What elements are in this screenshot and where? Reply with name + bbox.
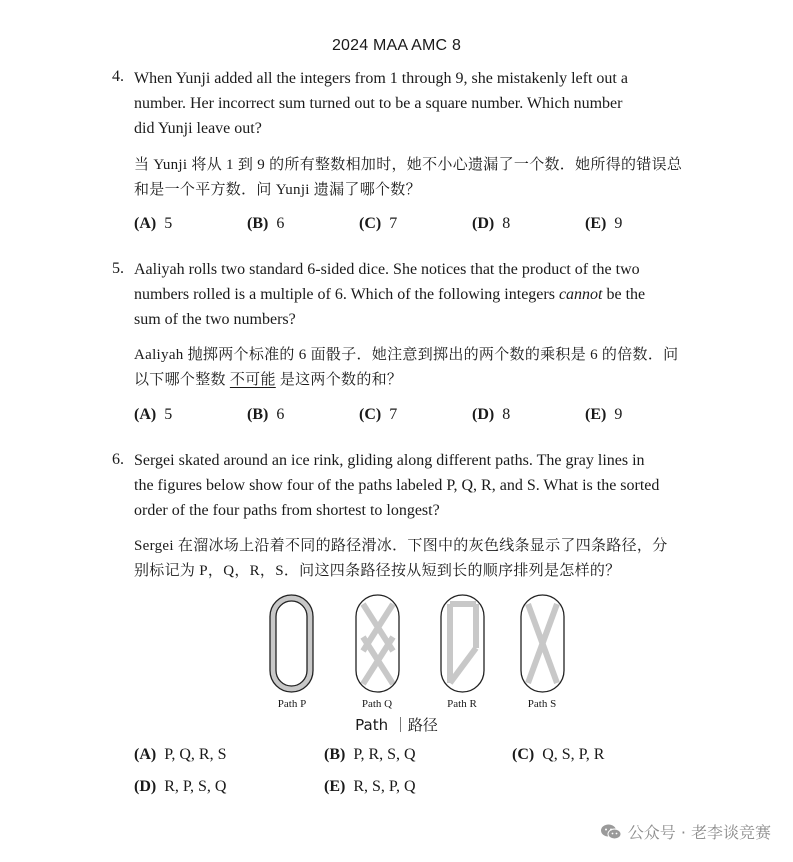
choice-a[interactable]: (A) 5 — [134, 215, 173, 232]
path-p-label: Path P — [277, 698, 307, 710]
problem-4-chinese — [134, 153, 704, 203]
problem-6-text — [134, 448, 704, 523]
zh-line: Aaliyah 抛掷两个标准的 6 面骰子．她注意到掷出的两个数的乘积是 6 的倍数．问 — [134, 347, 679, 363]
watermark — [600, 820, 771, 843]
problem-4-text — [134, 66, 704, 141]
choice-a[interactable]: (A) 5 — [134, 406, 173, 423]
zh-line: 以下哪个整数 不可能 是这两个数的和？ — [134, 372, 403, 388]
path-r-figure — [441, 595, 484, 692]
zh-line: 别标记为 P，Q，R，S．问这四条路径按从短到长的顺序排列是怎样的？ — [134, 563, 621, 579]
path-r-gray-line — [450, 648, 476, 683]
path-q-figure — [356, 595, 399, 692]
text-line: Aaliyah rolls two standard 6-sided dice. She notices that the product of the two — [134, 261, 640, 278]
text-line: Sergei skated around an ice rink, gliding along different paths. The gray lines in — [134, 452, 645, 469]
problem-4-number: 4. — [112, 68, 124, 85]
choice-b[interactable]: (B) 6 — [247, 406, 285, 423]
wechat-icon — [600, 823, 622, 841]
problem-5-number: 5. — [112, 260, 124, 277]
figure-caption: Path ｜路径 — [355, 716, 438, 734]
path-q-label: Path Q — [361, 698, 393, 710]
choice-a[interactable]: (A) P, Q, R, S — [134, 746, 227, 763]
choice-c[interactable]: (C) 7 — [359, 215, 398, 232]
paths-figure — [260, 592, 580, 712]
choice-c[interactable]: (C) 7 — [359, 406, 398, 423]
page-title: 2024 MAA AMC 8 — [331, 37, 462, 54]
choice-e[interactable]: (E) R, S, P, Q — [324, 778, 416, 795]
text-line: numbers rolled is a multiple of 6. Which of the following integers cannot be the — [134, 286, 646, 303]
path-r-label: Path R — [447, 698, 477, 710]
watermark-text: 公众号 · 老李谈竞赛 — [627, 823, 771, 842]
zh-line: 当 Yunji 将从 1 到 9 的所有整数相加时，她不小心遗漏了一个数．她所得的错误总 — [134, 157, 683, 173]
choice-c[interactable]: (C) Q, S, P, R — [512, 746, 605, 763]
emphasis-cannot: cannot — [558, 286, 603, 303]
choice-e[interactable]: (E) 9 — [585, 406, 623, 423]
text-line: number. Her incorrect sum turned out to be a square number. Which number — [134, 95, 623, 112]
zh-line: 和是一个平方数．问 Yunji 遗漏了哪个数？ — [134, 182, 421, 198]
text-line: the figures below show four of the paths labeled P, Q, R, and S. What is the sorted — [134, 477, 660, 494]
text-line: When Yunji added all the integers from 1 through 9, she mistakenly left out a — [134, 70, 628, 87]
problem-5-chinese — [134, 343, 704, 393]
path-p-gray-line — [273, 598, 311, 690]
problem-6-chinese — [134, 534, 704, 584]
choice-d[interactable]: (D) 8 — [472, 406, 511, 423]
text-line: order of the four paths from shortest to longest? — [134, 502, 440, 519]
path-s-figure — [521, 595, 564, 692]
paths-diagram — [260, 592, 580, 696]
problem-5-text — [134, 257, 704, 332]
rink-inner-outline — [276, 601, 307, 686]
path-p-figure — [270, 595, 313, 692]
problem-6-number: 6. — [112, 451, 124, 468]
choice-b[interactable]: (B) 6 — [247, 215, 285, 232]
choice-b[interactable]: (B) P, R, S, Q — [324, 746, 416, 763]
choice-d[interactable]: (D) 8 — [472, 215, 511, 232]
text-line: sum of the two numbers? — [134, 311, 296, 328]
choice-e[interactable]: (E) 9 — [585, 215, 623, 232]
text-line: did Yunji leave out? — [134, 120, 262, 137]
zh-line: Sergei 在溜冰场上沿着不同的路径滑冰．下图中的灰色线条显示了四条路径，分 — [134, 538, 668, 554]
emphasis-bukeneng: 不可能 — [229, 372, 276, 388]
choice-d[interactable]: (D) R, P, S, Q — [134, 778, 227, 795]
path-s-label: Path S — [527, 698, 557, 710]
